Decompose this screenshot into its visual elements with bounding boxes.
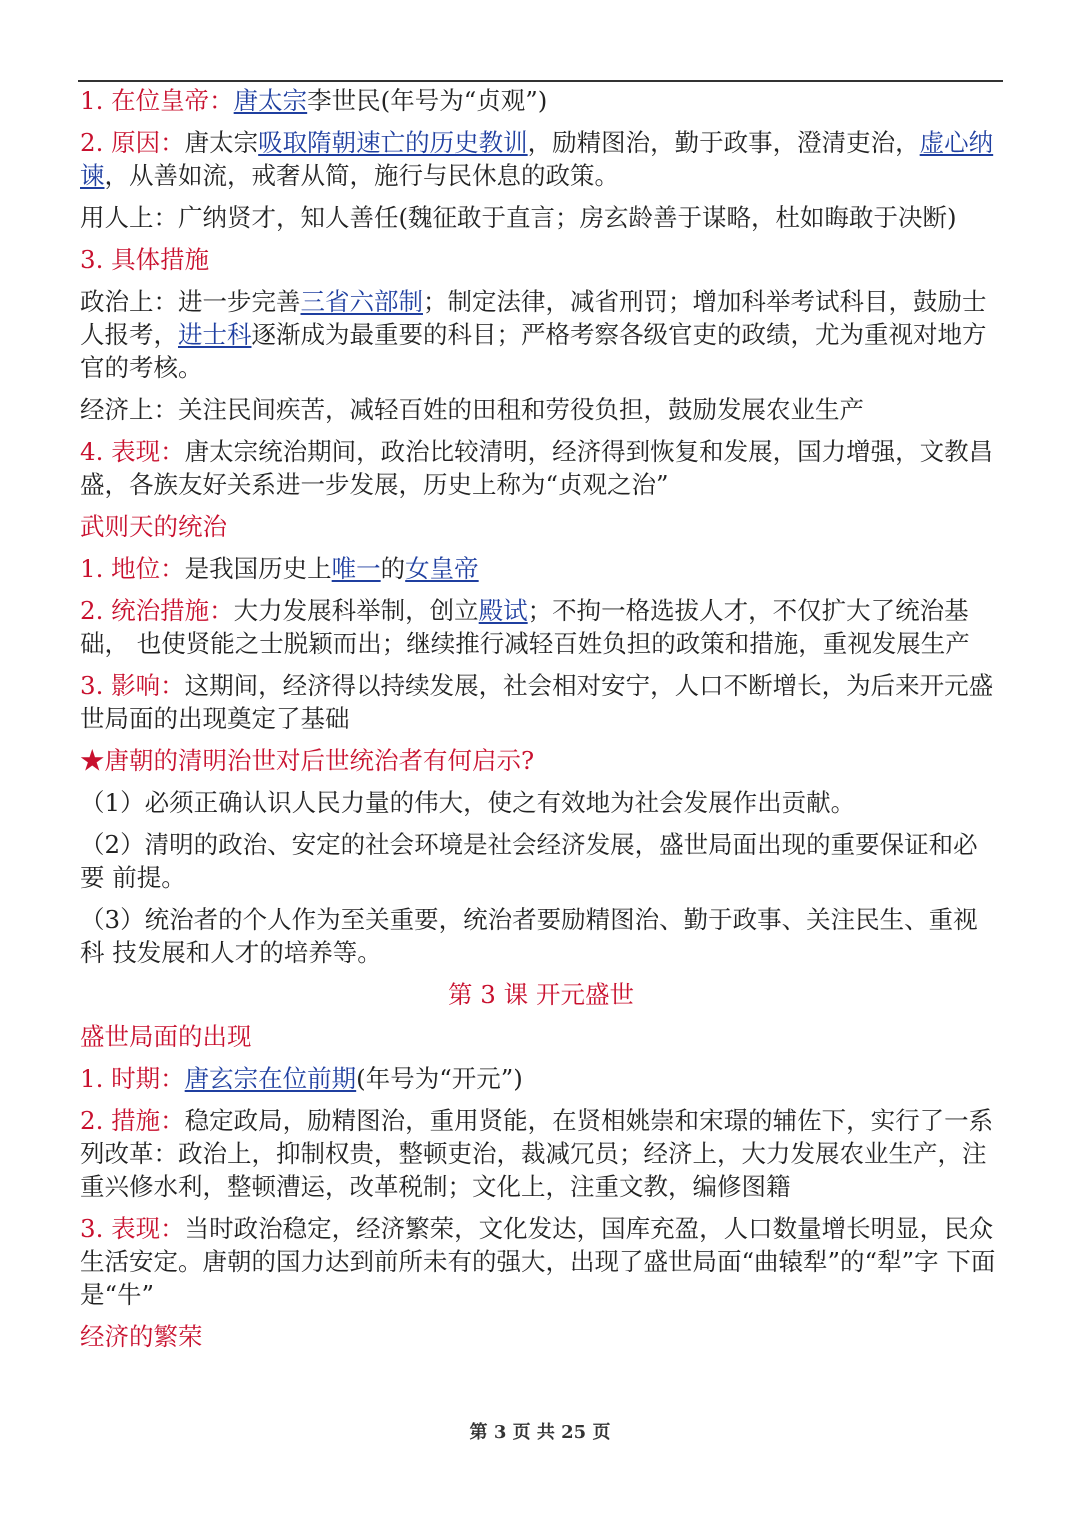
keyword: 女皇帝 <box>405 554 479 583</box>
taizong-emperor <box>80 84 1002 117</box>
text: 这期间，经济得以持续发展，社会相对安宁，人口不断增长，为后来开元盛 世局面的出现奠定了基础 <box>80 671 994 733</box>
label: 2. 措施： <box>80 1106 185 1135</box>
wuzetian-heading: 武则天的统治 <box>80 512 227 541</box>
kaiyuan-performance <box>80 1212 1002 1311</box>
top-rule <box>78 80 1003 82</box>
keyword: 进士科 <box>178 320 252 349</box>
label: 2. 统治措施： <box>80 596 234 625</box>
taizong-reason <box>80 126 1002 192</box>
text: 大力发展科举制，创立 <box>233 596 479 625</box>
label: 1. 在位皇帝： <box>80 86 234 115</box>
wuzetian-status <box>80 552 1002 585</box>
text: 政治上：进一步完善 <box>80 287 301 316</box>
keyword: 吸取隋朝速亡的历史教训 <box>258 128 528 157</box>
keyword: 唐太宗 <box>233 86 308 115</box>
kaiyuan-measures <box>80 1104 1002 1203</box>
text: ，从善如流，戒奢从简，施行与民休息的政策。 <box>104 161 619 190</box>
inspiration-item: （2）清明的政治、安定的社会环境是社会经济发展，盛世局面出现的重要保证和必要 前提。 <box>80 830 978 892</box>
text: ，励精图治，勤于政事，澄清吏治， <box>527 128 920 157</box>
taizong-employ: 用人上：广纳贤才，知人善任(魏征敢于直言；房玄龄善于谋略，杜如晦敢于决断) <box>80 203 957 232</box>
label: 4. 表现： <box>80 437 185 466</box>
text: 唐太宗 <box>184 128 259 157</box>
page-footer: 第 3 页 共 25 页 <box>469 1422 611 1443</box>
section-heading: 盛世局面的出现 <box>80 1022 252 1051</box>
text: 是我国历史上 <box>184 554 332 583</box>
text: 当时政治稳定，经济繁荣，文化发达，国库充盈，人口数量增长明显，民众 生活安定。唐朝的国力达到前所未有的强大，出现了盛世局面“曲辕犁”的“犁”字 下面是“牛” <box>80 1214 996 1309</box>
kaiyuan-period <box>80 1062 1002 1095</box>
text: 逐渐成为最重要的科目；严格考察各级官吏的政绩，尤为重视对地方 官的考核。 <box>80 320 987 382</box>
inspiration-item: （1）必须正确认识人民力量的伟大，使之有效地为社会发展作出贡献。 <box>80 788 856 817</box>
label: 2. 原因： <box>80 128 185 157</box>
keyword: 三省六部制 <box>300 287 423 316</box>
text: (年号为“开元”) <box>356 1064 523 1093</box>
taizong-performance <box>80 435 1002 501</box>
label: 1. 时期： <box>80 1064 185 1093</box>
wuzetian-impact <box>80 669 1002 735</box>
inspiration-item: （3）统治者的个人作为至关重要，统治者要励精图治、勤于政事、关注民生、重视科 技发展和人才的培养等。 <box>80 905 978 967</box>
keyword: 唐玄宗在位前期 <box>184 1064 357 1093</box>
page-content <box>80 84 1002 1362</box>
text: 唐太宗统治期间，政治比较清明，经济得到恢复和发展，国力增强，文教昌 盛，各族友好关系进一步发展，历史上称为“贞观之治” <box>80 437 994 499</box>
section-heading-economy: 经济的繁荣 <box>80 1322 203 1351</box>
text: 李世民(年号为“贞观”) <box>307 86 548 115</box>
inspiration-question: ★唐朝的清明治世对后世统治者有何启示? <box>80 746 535 775</box>
taizong-politics <box>80 285 1002 384</box>
label: 3. 表现： <box>80 1214 185 1243</box>
taizong-economy: 经济上：关注民间疾苦，减轻百姓的田租和劳役负担，鼓励发展农业生产 <box>80 395 864 424</box>
wuzetian-measures <box>80 594 1002 660</box>
text: ；制定法律，减省刑罚；增加科举考试科目，鼓励士 人报考， <box>80 287 987 349</box>
lesson-title: 第 3 课 开元盛世 <box>448 980 634 1009</box>
text: 的 <box>380 554 406 583</box>
label: 3. 影响： <box>80 671 185 700</box>
text: 稳定政局，励精图治，重用贤能，在贤相姚崇和宋璟的辅佐下，实行了一系 列改革：政治上，抑制权贵，整顿吏治，裁减冗员；经济上，大力发展农业生产，注 重兴修水利，整顿漕运，改革税制；文化上，注重文教，编修图籍 <box>80 1106 994 1201</box>
label: 1. 地位： <box>80 554 185 583</box>
keyword: 唯一 <box>331 554 381 583</box>
taizong-measures-title: 3. 具体措施 <box>80 245 210 274</box>
keyword: 殿试 <box>478 596 528 625</box>
text: ；不拘一格选拔人才，不仅扩大了统治基础， 也使贤能之士脱颖而出；继续推行减轻百姓负担的政策和措施，重视发展生产 <box>80 596 970 658</box>
keyword: 虚心纳 谏 <box>80 128 994 190</box>
